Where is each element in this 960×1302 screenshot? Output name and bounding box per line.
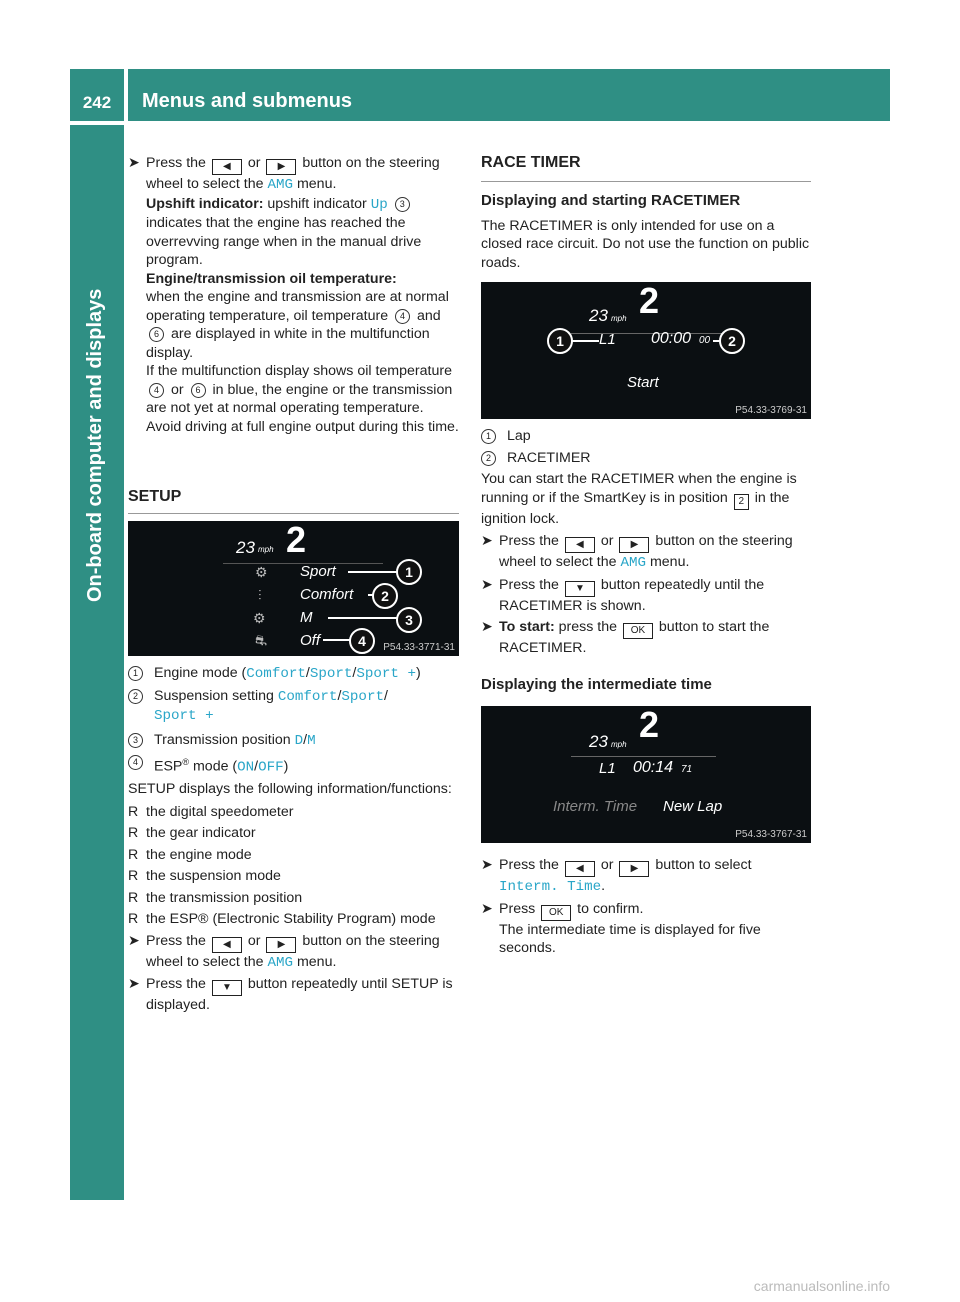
callout-3: 3 <box>396 607 422 633</box>
legend-item: 2 Suspension setting Comfort/Sport/ Sport + <box>128 687 461 726</box>
right-arrow-key-icon: ▶ <box>266 159 296 175</box>
figure-code: P54.33-3769-31 <box>735 405 807 416</box>
callout-2: 2 <box>719 328 745 354</box>
racetimer-text <box>481 427 813 658</box>
step-select-amg: ➤ Press the ◀ or ▶ button on the steering wheel to select the AMG menu. <box>481 533 793 571</box>
step-show-setup: ➤ Press the ▼ button repeatedly until SETUP is displayed. <box>128 976 453 1014</box>
left-arrow-key-icon: ◀ <box>565 537 595 553</box>
ok-key-icon: OK <box>623 623 653 639</box>
left-arrow-key-icon: ◀ <box>212 937 242 953</box>
callout-3-icon: 3 <box>395 197 410 212</box>
side-tab <box>70 125 124 1200</box>
down-arrow-key-icon: ▼ <box>565 581 595 597</box>
step-select-amg: ➤ Press the ◀ or ▶ button on the steering wheel to select the AMG menu. <box>128 155 440 193</box>
side-tab-label: On-board computer and displays <box>84 288 106 602</box>
blue-temperature-warning: If the multifunction display shows oil temperature 4 or 6 in blue, the engine or the transmission are not yet at normal operating temperature. Avoid driving at full engine output during this time. <box>146 363 459 435</box>
list-item: R the suspension mode <box>128 868 281 885</box>
left-column <box>128 154 461 436</box>
displaying-racetimer-heading: Displaying and starting RACETIMER <box>481 192 741 209</box>
step-show-racetimer: ➤ Press the ▼ button repeatedly until the RACETIMER is shown. <box>481 576 765 614</box>
racetimer-display-image: 23 mph 2 L1 00:00 00 Start 1 2 P54.33-3769-31 <box>481 282 811 419</box>
left-arrow-key-icon: ◀ <box>565 861 595 877</box>
setup-heading: SETUP <box>128 488 459 514</box>
intermediate-steps <box>481 856 813 958</box>
list-item: R the ESP® (Electronic Stability Program) mode <box>128 911 436 928</box>
legend-item: 3 Transmission position D/M <box>128 731 461 751</box>
page-number: 242 <box>70 69 124 121</box>
setup-description: SETUP displays the following information/functions: <box>128 781 452 798</box>
callout-2: 2 <box>372 583 398 609</box>
left-arrow-key-icon: ◀ <box>212 159 242 175</box>
suspension-icon: ⫶ <box>258 587 262 603</box>
callout-1: 1 <box>547 328 573 354</box>
key-position-icon: 2 <box>734 494 749 510</box>
step-confirm: ➤ Press OK to confirm. The intermediate time is displayed for five seconds. <box>481 900 761 956</box>
legend-item: 1 Engine mode (Comfort/Sport/Sport +) <box>128 664 461 684</box>
legend-item: 1 Lap <box>481 427 813 446</box>
upshift-indicator-text: Upshift indicator: upshift indicator Up 3 indicates that the engine has reached the overrevving range when in the manual drive program. <box>146 195 422 268</box>
legend-item: 4 ESP® mode (ON/OFF) <box>128 753 461 777</box>
figure-code: P54.33-3767-31 <box>735 829 807 840</box>
callout-4: 4 <box>349 628 375 654</box>
legend-item: 2 RACETIMER <box>481 449 813 468</box>
oil-temperature-text: Engine/transmission oil temperature: when the engine and transmission are at normal operating temperature, oil temperature 4 and 6 are displayed in white in the multifunction display. <box>146 270 449 361</box>
figure-code: P54.33-3771-31 <box>383 642 455 653</box>
list-item: R the engine mode <box>128 846 252 863</box>
step-select-amg: ➤ Press the ◀ or ▶ button on the steering wheel to select the AMG menu. <box>128 932 440 971</box>
right-arrow-key-icon: ▶ <box>619 537 649 553</box>
esp-icon: ⛐ <box>255 632 268 648</box>
right-intro <box>481 192 813 272</box>
engine-icon: ⚙ <box>255 564 268 580</box>
callout-1: 1 <box>396 559 422 585</box>
ok-key-icon: OK <box>541 905 571 921</box>
step-start: ➤ To start: press the OK button to start the RACETIMER. <box>481 619 770 656</box>
intermediate-time-heading: Displaying the intermediate time <box>481 676 712 693</box>
list-item: R the transmission position <box>128 889 303 906</box>
setup-display-image: 23 mph 2 ⚙ ⫶ ⚙ ⛐ Sport Comfort M Off 1 2 3 4 P54.33-3771-31 <box>128 521 459 656</box>
watermark: carmanualsonline.info <box>753 1278 890 1294</box>
menu-amg: AMG <box>267 177 294 193</box>
side-tab-label-wrap <box>82 288 112 602</box>
down-arrow-key-icon: ▼ <box>212 980 242 996</box>
right-arrow-key-icon: ▶ <box>266 937 296 953</box>
right-arrow-key-icon: ▶ <box>619 861 649 877</box>
section-title: Menus and submenus <box>128 69 890 121</box>
step-select-interm: ➤ Press the ◀ or ▶ button to select Interm. Time. <box>481 857 752 895</box>
setup-legend <box>128 664 461 1015</box>
list-item: R the digital speedometer <box>128 803 294 820</box>
intro-text: The RACETIMER is only intended for use on a closed race circuit. Do not use the function on public roads. <box>481 217 810 271</box>
intermediate-time-display-image: 23 mph 2 L1 00:14 71 Interm. Time New Lap P54.33-3767-31 <box>481 706 811 843</box>
race-timer-heading: RACE TIMER <box>481 154 811 182</box>
transmission-icon: ⚙ <box>253 610 266 626</box>
start-condition-text: You can start the RACETIMER when the engine is running or if the SmartKey is in position 2 in the ignition lock. <box>481 471 797 527</box>
list-item: R the gear indicator <box>128 825 256 842</box>
